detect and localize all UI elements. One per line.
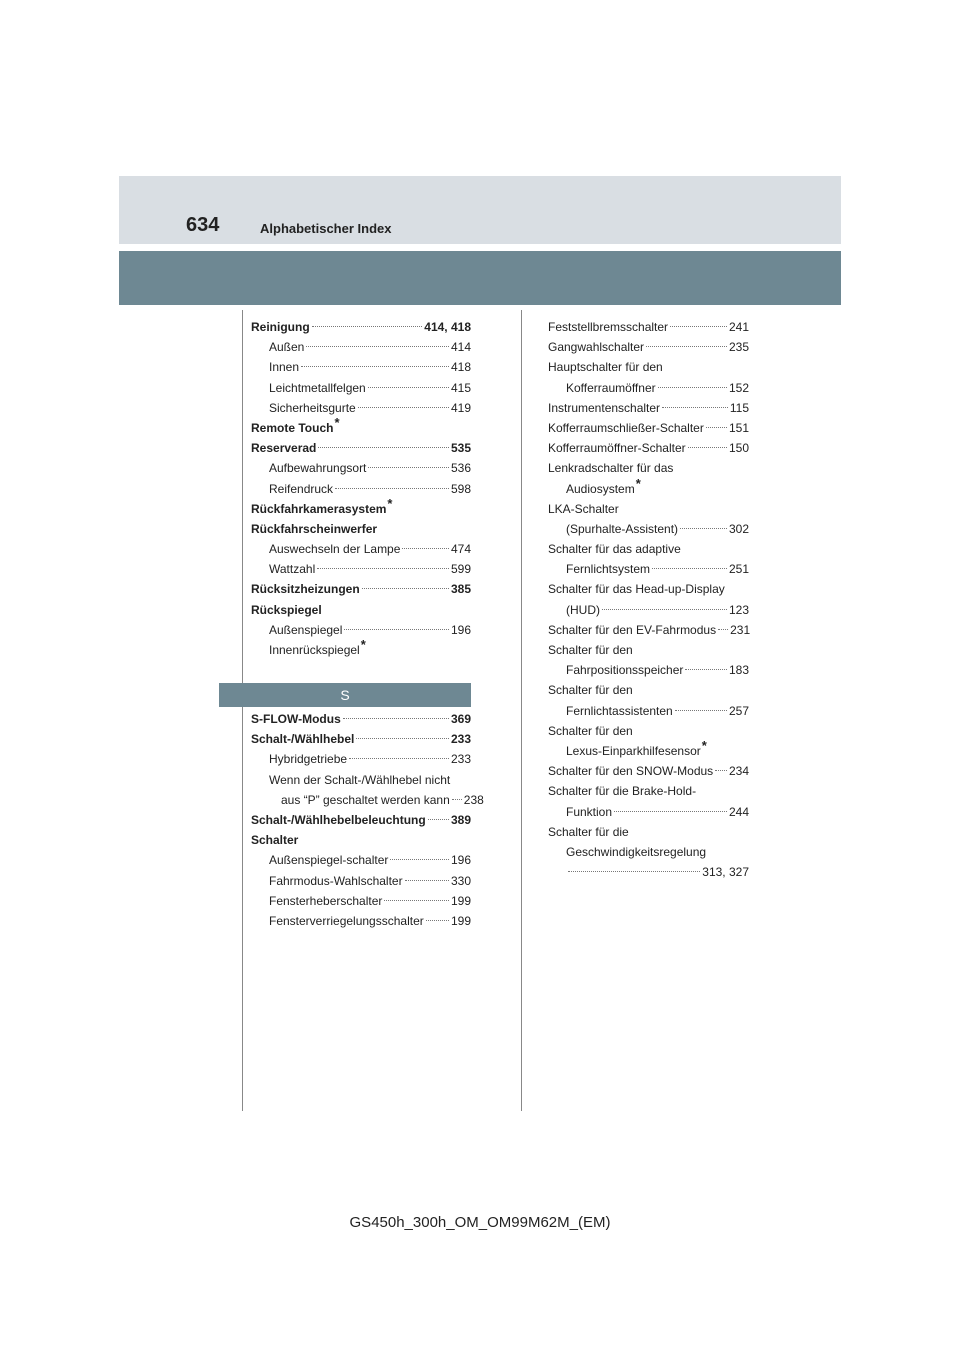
entry-text: Rückfahrkamerasystem xyxy=(251,501,387,516)
index-entry xyxy=(548,559,749,579)
index-entry xyxy=(251,709,471,729)
entry-text: Audiosystem xyxy=(566,481,635,496)
entry-page-ref[interactable]: 598 xyxy=(450,481,471,496)
entry-page-ref[interactable]: 418 xyxy=(450,360,471,375)
entry-text: Fernlichtassistenten xyxy=(566,703,673,718)
entry-page-ref[interactable]: 233 xyxy=(450,732,471,747)
entry-text: Fahrpositionsspeicher xyxy=(566,663,684,678)
dot-leader xyxy=(452,799,462,800)
asterisk-icon: * xyxy=(701,737,707,753)
letter-heading-s: S xyxy=(219,683,471,707)
entry-page-ref[interactable]: 196 xyxy=(450,622,471,637)
dot-leader xyxy=(343,718,449,719)
entry-text: Schalt-/Wählhebel xyxy=(251,732,355,747)
dot-leader xyxy=(662,407,728,408)
dot-leader xyxy=(602,609,727,610)
entry-text: (Spurhalte-Assistent) xyxy=(566,521,679,536)
index-entry xyxy=(251,749,471,769)
entry-text: Innenrückspiegel xyxy=(269,643,360,657)
entry-text: Wattzahl xyxy=(269,562,316,577)
entry-text: Schalt-/Wählhebelbeleuchtung xyxy=(251,812,426,827)
entry-text: Schalter für den xyxy=(548,683,633,698)
dot-leader xyxy=(402,548,449,549)
entry-page-ref[interactable]: 196 xyxy=(450,853,471,868)
entry-text: Schalter für das Head-up-Display xyxy=(548,582,725,597)
index-entry xyxy=(548,519,749,539)
index-entry xyxy=(251,729,471,749)
entry-page-ref[interactable]: 244 xyxy=(728,804,749,819)
index-entry xyxy=(548,317,749,337)
index-entry xyxy=(251,337,471,357)
entry-text: Schalter für die xyxy=(548,824,629,839)
entry-text: Rückspiegel xyxy=(251,602,322,617)
page-number: 634 xyxy=(186,214,220,236)
entry-text: Lexus-Einparkhilfesensor xyxy=(566,743,701,758)
index-entry xyxy=(548,458,749,478)
dot-leader xyxy=(568,871,700,872)
index-entry xyxy=(251,850,471,870)
index-entry xyxy=(548,600,749,620)
index-entry xyxy=(251,770,471,790)
entry-text: Innen xyxy=(269,360,300,375)
entry-page-ref[interactable]: 414, 418 xyxy=(424,320,471,334)
index-entry xyxy=(548,620,749,640)
entry-page-ref[interactable]: 385 xyxy=(450,582,471,597)
index-entry xyxy=(548,579,749,599)
entry-text: Schalter für den EV-Fahrmodus xyxy=(548,622,717,637)
entry-text: Rückfahrscheinwerfer xyxy=(251,521,378,536)
entry-page-ref[interactable]: 330 xyxy=(450,873,471,888)
entry-text: S-FLOW-Modus xyxy=(251,712,341,726)
section-title: Alphabetischer Index xyxy=(260,221,392,236)
entry-page-ref[interactable]: 414 xyxy=(450,340,471,355)
dot-leader xyxy=(317,568,449,569)
entry-text: Lenkradschalter für das xyxy=(548,461,674,476)
index-entry xyxy=(251,911,471,931)
dot-leader xyxy=(349,758,449,759)
entry-page-ref[interactable]: 389 xyxy=(450,812,471,827)
index-entry xyxy=(548,438,749,458)
entry-page-ref[interactable]: 199 xyxy=(450,893,471,908)
entry-text: aus “P” geschaltet werden kann xyxy=(281,792,450,807)
column-divider-right xyxy=(521,310,522,1111)
index-entry xyxy=(251,579,471,599)
entry-text: Geschwindigkeitsregelung xyxy=(566,844,707,859)
asterisk-icon: * xyxy=(635,475,641,491)
entry-text: Auswechseln der Lampe xyxy=(269,542,401,557)
entry-text: Reinigung xyxy=(251,320,310,334)
entry-text: Schalter für das adaptive xyxy=(548,542,681,557)
index-column-left-s xyxy=(251,709,484,931)
index-entry xyxy=(251,398,471,418)
dot-leader xyxy=(688,447,727,448)
entry-page-ref[interactable]: 474 xyxy=(450,542,471,557)
index-entry xyxy=(251,830,471,850)
index-entry xyxy=(548,337,749,357)
dot-leader xyxy=(646,346,727,347)
entry-page-ref[interactable]: 115 xyxy=(729,400,749,415)
entry-page-ref[interactable]: 535 xyxy=(450,441,471,456)
index-entry xyxy=(548,499,749,519)
dot-leader xyxy=(426,920,449,921)
entry-text: Remote Touch xyxy=(251,420,334,435)
index-entry xyxy=(251,600,471,620)
index-entry xyxy=(251,495,471,519)
entry-text: Schalter für den xyxy=(548,723,633,738)
entry-page-ref[interactable]: 152 xyxy=(728,380,749,395)
index-entry xyxy=(548,737,749,761)
index-entry xyxy=(251,891,471,911)
dot-leader xyxy=(652,568,727,569)
entry-text: Kofferraumschließer-Schalter xyxy=(548,420,704,435)
entry-text: Hybridgetriebe xyxy=(269,752,348,767)
entry-page-ref[interactable]: 415 xyxy=(450,380,471,395)
dot-leader xyxy=(368,467,449,468)
entry-text: Außenspiegel xyxy=(269,622,343,637)
asterisk-icon: * xyxy=(360,637,366,652)
index-entry xyxy=(548,721,749,741)
entry-page-ref[interactable]: 231 xyxy=(730,622,751,637)
entry-text: Fensterverriegelungsschalter xyxy=(269,913,424,928)
index-entry xyxy=(548,701,749,721)
entry-page-ref[interactable]: 419 xyxy=(450,400,471,415)
entry-page-ref[interactable]: 150 xyxy=(728,441,749,456)
index-entry xyxy=(548,802,749,822)
entry-text: Außenspiegel-schalter xyxy=(269,853,389,868)
entry-page-ref[interactable]: 302 xyxy=(728,521,749,536)
dot-leader xyxy=(356,738,449,739)
entry-text: Aufbewahrungsort xyxy=(269,461,367,476)
index-entry xyxy=(548,761,749,781)
dot-leader xyxy=(390,859,449,860)
index-column-left-r xyxy=(251,317,471,660)
entry-text: Gangwahlschalter xyxy=(548,340,645,355)
entry-page-ref[interactable]: 257 xyxy=(728,703,749,718)
dot-leader xyxy=(405,880,449,881)
dot-leader xyxy=(675,710,727,711)
index-entry xyxy=(548,539,749,559)
dot-leader xyxy=(362,588,449,589)
index-entry xyxy=(548,357,749,377)
entry-text: Fensterheberschalter xyxy=(269,893,383,908)
entry-page-ref[interactable]: 241 xyxy=(728,320,749,334)
index-entry xyxy=(251,438,471,458)
entry-text: Schalter für den xyxy=(548,643,633,657)
index-entry xyxy=(251,414,471,438)
index-entry xyxy=(548,640,749,660)
index-entry xyxy=(548,842,749,862)
dot-leader xyxy=(368,387,449,388)
dot-leader xyxy=(658,387,727,388)
asterisk-icon: * xyxy=(387,495,393,511)
index-entry xyxy=(251,378,471,398)
asterisk-icon: * xyxy=(334,414,340,430)
dot-leader xyxy=(335,488,449,489)
entry-page-ref[interactable]: 238 xyxy=(463,792,484,807)
index-entry xyxy=(548,378,749,398)
entry-text: Instrumentenschalter xyxy=(548,400,661,415)
entry-page-ref[interactable]: 369 xyxy=(450,712,471,726)
dot-leader xyxy=(685,669,727,670)
document-footer: GS450h_300h_OM_OM99M62M_(EM) xyxy=(349,1214,611,1231)
entry-text: Reserverad xyxy=(251,441,317,456)
dot-leader xyxy=(344,629,449,630)
entry-text: Hauptschalter für den xyxy=(548,360,663,375)
dot-leader xyxy=(428,819,449,820)
entry-page-ref[interactable]: 313, 327 xyxy=(702,865,749,880)
entry-text: (HUD) xyxy=(566,602,600,617)
header-top-band xyxy=(119,176,841,244)
entry-text: Kofferraumöffner-Schalter xyxy=(548,441,686,456)
dot-leader xyxy=(306,346,449,347)
entry-text: Außen xyxy=(269,340,305,355)
entry-page-ref[interactable]: 235 xyxy=(728,340,749,355)
index-entry xyxy=(251,539,471,559)
entry-page-ref[interactable]: 199 xyxy=(450,913,471,928)
index-entry xyxy=(251,479,471,499)
index-column-right xyxy=(548,317,749,882)
entry-text: Leichtmetallfelgen xyxy=(269,380,366,395)
entry-text: Feststellbremsschalter xyxy=(548,320,669,334)
entry-text: Funktion xyxy=(566,804,613,819)
entry-text: Sicherheitsgurte xyxy=(269,400,356,415)
dot-leader xyxy=(680,528,727,529)
header-color-band xyxy=(119,251,841,305)
entry-text: Schalter für die Brake-Hold- xyxy=(548,784,697,799)
entry-page-ref[interactable]: 151 xyxy=(728,420,749,435)
entry-text: Wenn der Schalt-/Wählhebel nicht xyxy=(269,772,451,787)
index-entry xyxy=(548,680,749,700)
index-entry xyxy=(251,790,484,810)
column-divider-left xyxy=(242,310,243,1111)
index-entry xyxy=(548,781,749,801)
entry-text: Reifendruck xyxy=(269,481,334,496)
index-entry xyxy=(548,822,749,842)
index-entry xyxy=(251,519,471,539)
entry-text: Fahrmodus-Wahlschalter xyxy=(269,873,403,888)
dot-leader xyxy=(318,447,449,448)
dot-leader xyxy=(715,770,727,771)
entry-page-ref[interactable]: 123 xyxy=(728,602,749,617)
entry-page-ref[interactable]: 599 xyxy=(450,562,471,577)
index-entry xyxy=(251,357,471,377)
index-entry xyxy=(548,475,749,499)
entry-page-ref[interactable]: 251 xyxy=(728,562,749,577)
dot-leader xyxy=(670,326,727,327)
index-entry xyxy=(548,862,749,882)
entry-text: LKA-Schalter xyxy=(548,501,619,516)
index-entry xyxy=(251,317,471,337)
entry-page-ref[interactable]: 233 xyxy=(450,752,471,767)
dot-leader xyxy=(614,811,727,812)
entry-text: Kofferraumöffner xyxy=(566,380,656,395)
entry-page-ref[interactable]: 536 xyxy=(450,461,471,476)
entry-text: Schalter xyxy=(251,833,299,848)
entry-page-ref[interactable]: 234 xyxy=(728,764,749,779)
index-entry xyxy=(251,559,471,579)
index-entry xyxy=(548,660,749,680)
dot-leader xyxy=(706,427,727,428)
index-entry xyxy=(548,418,749,438)
index-entry xyxy=(251,458,471,478)
index-entry xyxy=(251,810,471,830)
index-entry xyxy=(251,871,471,891)
dot-leader xyxy=(358,407,449,408)
entry-text: Fernlichtsystem xyxy=(566,562,651,577)
entry-text: Schalter für den SNOW-Modus xyxy=(548,764,714,779)
index-entry xyxy=(548,398,749,418)
index-entry xyxy=(251,637,471,660)
entry-text: Rücksitzheizungen xyxy=(251,582,360,597)
dot-leader xyxy=(384,900,449,901)
dot-leader xyxy=(718,629,728,630)
entry-page-ref[interactable]: 183 xyxy=(728,663,749,678)
dot-leader xyxy=(301,366,449,367)
dot-leader xyxy=(312,326,423,327)
